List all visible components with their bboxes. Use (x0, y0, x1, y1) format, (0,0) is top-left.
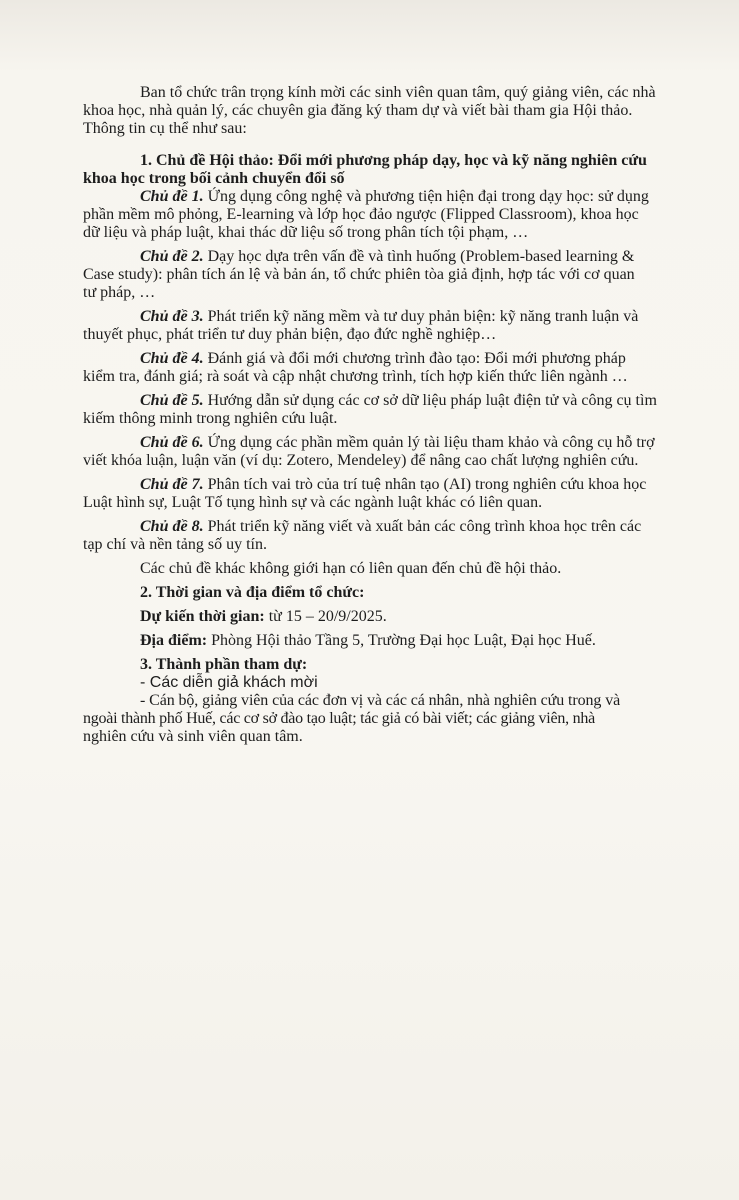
topic-2 (83, 248, 703, 302)
time-label: Dự kiến thời gian: (140, 608, 265, 625)
topic-text: Phân tích vai trò của trí tuệ nhân tạo (AI) trong nghiên cứu khoa học (203, 476, 647, 493)
intro-line: khoa học, nhà quản lý, các chuyên gia đăng ký tham dự và viết bài tham gia Hội thảo. (83, 102, 633, 119)
topic-text: phần mềm mô phỏng, E-learning và lớp học đảo ngược (Flipped Classroom), khoa học (83, 206, 639, 223)
topic-text: kiếm thông minh trong nghiên cứu luật. (83, 410, 338, 427)
topic-label: Chủ đề 7. (140, 476, 204, 493)
time-value: từ 15 – 20/9/2025. (264, 608, 387, 625)
section-2-heading: 2. Thời gian và địa điểm tổ chức: (140, 584, 365, 601)
topic-text: kiểm tra, đánh giá; rà soát và cập nhật chương trình, tích hợp kiến thức liên ngành … (83, 368, 628, 385)
topic-4 (83, 350, 703, 386)
section-1-heading (83, 152, 703, 188)
topic-text: viết khóa luận, luận văn (ví dụ: Zotero, Mendeley) để nâng cao chất lượng nghiên cứu. (83, 452, 639, 469)
heading-line: 1. Chủ đề Hội thảo: Đổi mới phương pháp dạy, học và kỹ năng nghiên cứu (140, 152, 647, 169)
topic-text: Dạy học dựa trên vấn đề và tình huống (Problem-based learning & (203, 248, 635, 265)
topic-7 (83, 476, 703, 512)
document-body (83, 84, 703, 746)
topic-text: Case study): phân tích án lệ và bản án, tổ chức phiên tòa giả định, hợp tác với cơ quan (83, 266, 635, 283)
topic-text: Ứng dụng công nghệ và phương tiện hiện đại trong dạy học: sử dụng (203, 188, 649, 205)
topic-text: dữ liệu và pháp luật, khai thác dữ liệu số trong phân tích tội phạm, … (83, 224, 529, 241)
attendee-text: - Cán bộ, giảng viên của các đơn vị và các cá nhân, nhà nghiên cứu trong và (140, 692, 621, 709)
topic-3 (83, 308, 703, 344)
topic-8 (83, 518, 703, 554)
topic-text: Phát triển kỹ năng viết và xuất bản các công trình khoa học trên các (203, 518, 642, 535)
intro-line: Ban tổ chức trân trọng kính mời các sinh viên quan tâm, quý giảng viên, các nhà (140, 84, 656, 101)
topic-6 (83, 434, 703, 470)
intro-paragraph (83, 84, 703, 138)
topic-text: tạp chí và nền tảng số uy tín. (83, 536, 267, 553)
topic-text: Luật hình sự, Luật Tố tụng hình sự và các ngành luật khác có liên quan. (83, 494, 543, 511)
topic-text: tư pháp, … (83, 284, 156, 301)
topic-label: Chủ đề 2. (140, 248, 204, 265)
topic-label: Chủ đề 3. (140, 308, 204, 325)
place-row (140, 632, 703, 650)
topic-text: Hướng dẫn sử dụng các cơ sở dữ liệu pháp luật điện tử và công cụ tìm (203, 392, 657, 409)
topic-text: Đánh giá và đổi mới chương trình đào tạo: Đổi mới phương pháp (203, 350, 626, 367)
topic-label: Chủ đề 6. (140, 434, 204, 451)
topic-text: Phát triển kỹ năng mềm và tư duy phản biện: kỹ năng tranh luận và (203, 308, 639, 325)
place-value: Phòng Hội thảo Tầng 5, Trường Đại học Luật, Đại học Huế. (207, 632, 596, 649)
attendee-item-1: - Các diễn giả khách mời (140, 674, 318, 691)
topic-label: Chủ đề 8. (140, 518, 204, 535)
topic-label: Chủ đề 1. (140, 188, 204, 205)
attendee-item-2 (83, 692, 703, 746)
topic-text: Ứng dụng các phần mềm quản lý tài liệu tham khảo và công cụ hỗ trợ (203, 434, 655, 451)
heading-line: khoa học trong bối cảnh chuyển đổi số (83, 170, 345, 187)
topic-text: thuyết phục, phát triển tư duy phản biện, đạo đức nghề nghiệp… (83, 326, 497, 343)
section-3-heading: 3. Thành phần tham dự: (140, 656, 308, 673)
topic-1 (83, 188, 703, 242)
intro-line: Thông tin cụ thể như sau: (83, 120, 247, 137)
topic-5 (83, 392, 703, 428)
topic-label: Chủ đề 4. (140, 350, 204, 367)
attendee-text: ngoài thành phố Huế, các cơ sở đào tạo luật; tác giả có bài viết; các giảng viên, nhà (83, 710, 595, 727)
topic-label: Chủ đề 5. (140, 392, 204, 409)
place-label: Địa điểm: (140, 632, 208, 649)
attendee-text: nghiên cứu và sinh viên quan tâm. (83, 728, 303, 745)
other-topics-text: Các chủ đề khác không giới hạn có liên quan đến chủ đề hội thảo. (140, 560, 562, 577)
time-row (140, 608, 703, 626)
